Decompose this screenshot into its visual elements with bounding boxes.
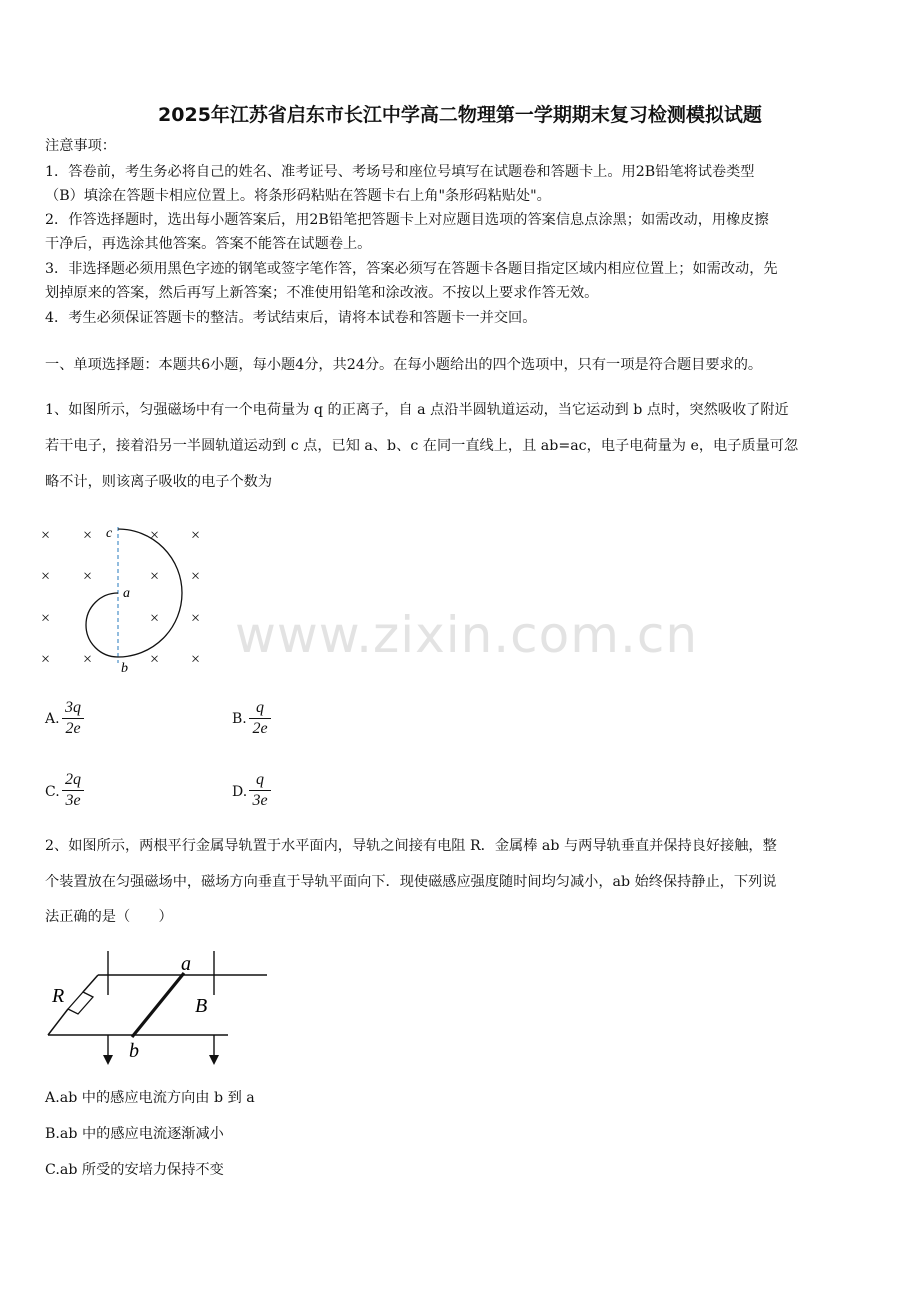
notes-line: 4．考生必须保证答题卡的整洁。考试结束后，请将本试卷和答题卡一并交回。 [45, 310, 537, 326]
option-c-fraction[interactable] [62, 771, 84, 810]
field-arrow-head-icon [103, 1055, 113, 1065]
option-b-letter[interactable]: B. [232, 711, 247, 727]
question-2-line: 个装置放在匀强磁场中，磁场方向垂直于导轨平面向下．现使磁感应强度随时间均匀减小，ab 始终保持静止，下列说 [45, 874, 777, 890]
field-cross-icon: × [150, 568, 160, 585]
field-cross-icon: × [41, 610, 51, 627]
field-cross-icon: × [191, 527, 201, 544]
fraction-denominator: 2e [65, 720, 81, 737]
option-c-letter[interactable]: C. [45, 784, 60, 800]
option-d-letter[interactable]: D. [232, 784, 248, 800]
field-cross-icon: × [41, 527, 51, 544]
field-cross-icon: × [41, 651, 51, 668]
left-connector-bottom [48, 1009, 68, 1035]
fraction-numerator: q [256, 771, 264, 788]
question-1-line: 若干电子，接着沿另一半圆轨道运动到 c 点，已知 a、b、c 在同一直线上，且 ab=ac，电子电荷量为 e，电子质量可忽 [45, 438, 799, 454]
notes-line: （B）填涂在答题卡相应位置上。将条形码粘贴在答题卡右上角"条形码粘贴处"。 [45, 188, 551, 204]
field-cross-icon: × [83, 651, 93, 668]
resistor-r [68, 992, 93, 1014]
option-a-fraction[interactable] [62, 699, 84, 738]
question-2-option-a[interactable]: A.ab 中的感应电流方向由 b 到 a [45, 1090, 255, 1106]
question-1-line: 略不计，则该离子吸收的电子个数为 [45, 474, 273, 490]
rod-end-b-label: b [129, 1040, 139, 1062]
fraction-bar [62, 790, 84, 791]
fraction-numerator: q [256, 699, 264, 716]
question-2-option-c[interactable]: C.ab 所受的安培力保持不变 [45, 1162, 224, 1178]
rod-end-a-label: a [181, 953, 191, 975]
option-a-letter[interactable]: A. [45, 711, 60, 727]
notes-line: 2．作答选择题时，选出每小题答案后，用2B铅笔把答题卡上对应题目选项的答案信息点涂黑；如需改动，用橡皮擦 [45, 212, 769, 228]
question-1-figure [30, 515, 230, 675]
field-cross-icon: × [150, 651, 160, 668]
field-b-label: B [195, 995, 208, 1017]
fraction-numerator: 3q [65, 699, 81, 716]
fraction-denominator: 3e [65, 792, 81, 809]
fraction-denominator: 3e [252, 792, 268, 809]
point-b-label: b [121, 661, 128, 675]
question-2-figure [40, 945, 280, 1070]
field-cross-icon: × [150, 527, 160, 544]
question-1-line: 1、如图所示，匀强磁场中有一个电荷量为 q 的正离子，自 a 点沿半圆轨道运动，当它运动到 b 点时，突然吸收了附近 [45, 402, 789, 418]
fraction-numerator: 2q [65, 771, 81, 788]
field-cross-icon: × [191, 568, 201, 585]
question-2-line: 2、如图所示，两根平行金属导轨置于水平面内，导轨之间接有电阻 R．金属棒 ab 与两导轨垂直并保持良好接触，整 [45, 838, 777, 854]
notes-heading: 注意事项： [45, 138, 116, 154]
field-cross-icon: × [41, 568, 51, 585]
field-cross-icon: × [83, 568, 93, 585]
fraction-bar [249, 718, 271, 719]
point-c-label: c [106, 526, 113, 541]
left-connector-top [83, 975, 98, 992]
fraction-denominator: 2e [252, 720, 268, 737]
field-arrow-head-icon [209, 1055, 219, 1065]
notes-line: 干净后，再选涂其他答案。答案不能答在试题卷上。 [45, 236, 372, 252]
metal-rod-ab [132, 973, 184, 1037]
section-heading: 一、单项选择题：本题共6小题，每小题4分，共24分。在每小题给出的四个选项中，只有一项是符合题目要求的。 [45, 357, 763, 373]
option-d-fraction[interactable] [249, 771, 271, 810]
fraction-bar [249, 790, 271, 791]
field-cross-icon: × [191, 610, 201, 627]
point-a-label: a [123, 586, 130, 601]
field-cross-icon: × [150, 610, 160, 627]
question-2-line: 法正确的是（ ） [45, 909, 173, 925]
notes-line: 3．非选择题必须用黑色字迹的钢笔或签字笔作答，答案必须写在答题卡各题目指定区域内相应位置上；如需改动，先 [45, 261, 778, 277]
watermark: www.zixin.com.cn [235, 606, 699, 664]
page-title: 2025年江苏省启东市长江中学高二物理第一学期期末复习检测模拟试题 [158, 104, 762, 126]
notes-line: 划掉原来的答案，然后再写上新答案；不准使用铅笔和涂改液。不按以上要求作答无效。 [45, 285, 599, 301]
resistor-label: R [52, 985, 65, 1007]
small-semicircle-path [86, 593, 118, 657]
question-2-option-b[interactable]: B.ab 中的感应电流逐渐减小 [45, 1126, 224, 1142]
option-b-fraction[interactable] [249, 699, 271, 738]
notes-line: 1．答卷前，考生务必将自己的姓名、准考证号、考场号和座位号填写在试题卷和答题卡上。用2B铅笔将试卷类型 [45, 164, 755, 180]
fraction-bar [62, 718, 84, 719]
field-cross-icon: × [83, 527, 93, 544]
magnetic-field-crosses [41, 527, 200, 668]
field-cross-icon: × [191, 651, 201, 668]
